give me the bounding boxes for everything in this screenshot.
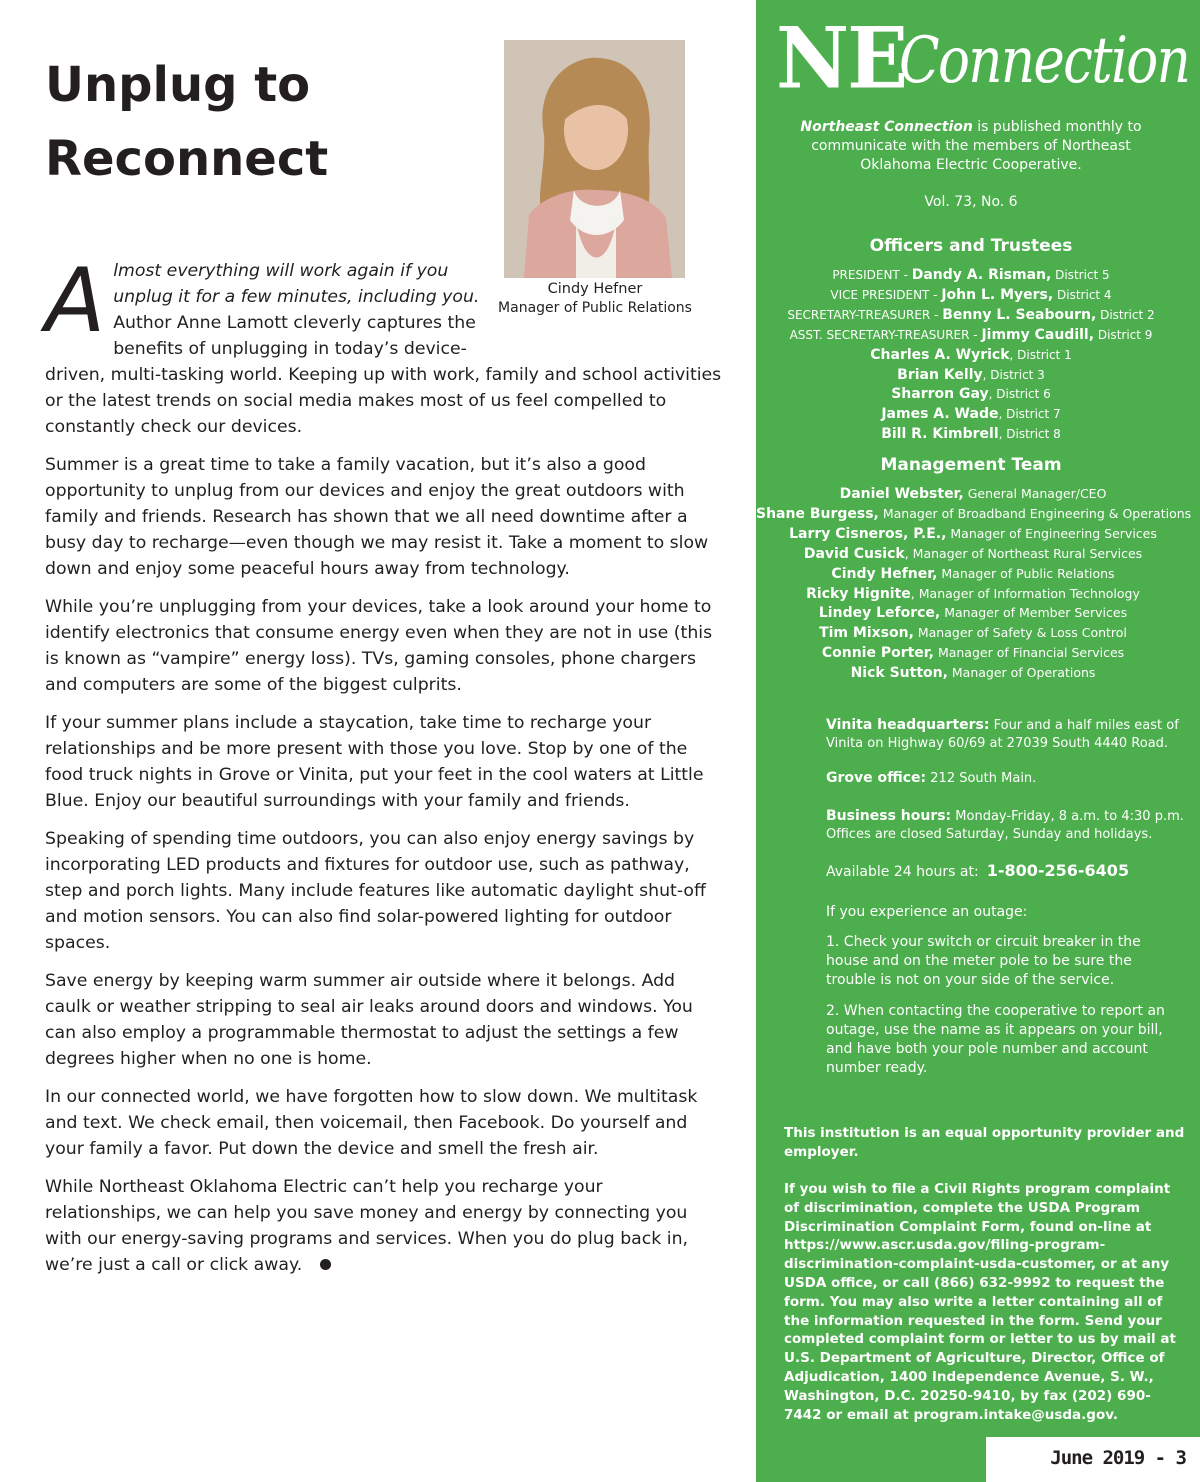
officer-name: Dandy A. Risman, bbox=[911, 267, 1052, 283]
masthead-connection: Connection bbox=[899, 24, 1190, 98]
phone-number[interactable]: 1-800-256-6405 bbox=[986, 861, 1130, 880]
management-list bbox=[756, 484, 1190, 683]
masthead-ne: NE bbox=[776, 8, 907, 108]
outage-step-1: 1. Check your switch or circuit breaker in the house and on the meter pole to be sure the trouble is not on your side of the service. bbox=[826, 934, 1141, 988]
manager-title: Manager of Broadband Engineering & Operations bbox=[878, 505, 1192, 521]
article-title bbox=[45, 48, 328, 196]
trustee-district: , District 8 bbox=[998, 427, 1061, 442]
paragraph-4: Speaking of spending time outdoors, you can also enjoy energy savings by incorporating LED products and fixtures for outdoor use, such as pathway, step and porch lights. Many include features like automatic daylight shut-off and motion sensors. You can also find solar-powered lighting for outdoor spaces. bbox=[45, 829, 706, 953]
outage-intro: If you experience an outage: bbox=[826, 904, 1028, 920]
manager-name: Larry Cisneros, P.E., bbox=[789, 525, 947, 542]
manager-title: , Manager of Northeast Rural Services bbox=[904, 545, 1143, 561]
manager-title: , Manager of Information Technology bbox=[910, 585, 1140, 601]
manager-row bbox=[756, 584, 1190, 604]
title-line-1: Unplug to bbox=[45, 57, 311, 113]
manager-name: Connie Porter, bbox=[821, 645, 934, 662]
photo-spacer bbox=[488, 258, 723, 338]
manager-row bbox=[756, 484, 1190, 504]
page-footer bbox=[986, 1437, 1200, 1482]
trustee-district: , District 7 bbox=[998, 407, 1061, 422]
officer-row bbox=[756, 265, 1186, 285]
headquarters-info bbox=[826, 716, 1196, 753]
publication-note bbox=[786, 118, 1156, 175]
officers-heading: Officers and Trustees bbox=[869, 236, 1073, 256]
paragraph-3: If your summer plans include a staycation, take time to recharge your relationships and be more present with those you love. Stop by one of the food truck nights in Grove or Vinita, put your feet in the cool waters at Little Blue. Enjoy our beautiful surroundings with your family and friends. bbox=[45, 713, 704, 811]
manager-name: David Cusick bbox=[803, 545, 905, 562]
equal-opportunity-statement: This institution is an equal opportunity provider and employer. bbox=[784, 1125, 1185, 1160]
trustee-district: , District 3 bbox=[982, 367, 1045, 382]
manager-title: Manager of Engineering Services bbox=[946, 525, 1157, 541]
hours-closed: Offices are closed Saturday, Sunday and holidays. bbox=[826, 827, 1153, 842]
business-hours-info bbox=[826, 807, 1196, 844]
trustee-district: , District 6 bbox=[988, 387, 1051, 402]
manager-name: Tim Mixson, bbox=[819, 625, 914, 642]
manager-title: Manager of Operations bbox=[947, 665, 1096, 681]
paragraph-1: Summer is a great time to take a family vacation, but it’s also a good opportunity to unplug from our devices and enjoy the great outdoors with family and friends. Research has shown that we all need downtime after a busy day to recharge—even though we may resist it. Take a moment to slow down and enjoy some peaceful hours away from technology. bbox=[45, 455, 709, 579]
officer-district: District 2 bbox=[1096, 307, 1155, 322]
manager-name: Lindey Leforce, bbox=[818, 605, 941, 622]
hours-text: Monday-Friday, 8 a.m. to 4:30 p.m. bbox=[951, 809, 1184, 824]
trustee-name: James A. Wade bbox=[881, 406, 999, 423]
officer-district: District 5 bbox=[1051, 268, 1110, 282]
available-label: Available 24 hours at: bbox=[826, 864, 979, 880]
phone-info bbox=[826, 861, 1196, 882]
manager-title: Manager of Public Relations bbox=[937, 565, 1115, 581]
paragraph-last bbox=[45, 1174, 723, 1278]
hours-label: Business hours: bbox=[826, 808, 952, 824]
management-heading: Management Team bbox=[880, 455, 1062, 475]
officer-role: SECRETARY-TREASURER - bbox=[787, 307, 943, 322]
lead-text: Author Anne Lamott cleverly captures the benefits of unplugging in today’s device-driven, multi-tasking world. Keeping up with work, family and school activities or the latest trends on social media makes most of us feel compelled to constantly check our devices. bbox=[45, 313, 722, 437]
trustee-row bbox=[756, 404, 1186, 424]
manager-name: Cindy Hefner, bbox=[831, 565, 938, 582]
civil-rights-statement: If you wish to file a Civil Rights program complaint of discrimination, complete the USDA Program Discrimination Complaint Form, found on-line at https://www.ascr.usda.gov/filing-program-discrimination-complaint-usda-customer, or at any USDA office, or call (866) 632-9992 to request the form. You may also write a letter containing all of the information requested in the form. Send your completed complaint form or letter to us by mail at U.S. Department of Agriculture, Director, Office of Adjudication, 1400 Independence Avenue, S. W., Washington, D.C. 20250-9410, by fax (202) 690-7442 or email at program.intake@usda.gov. bbox=[784, 1181, 1176, 1423]
trustee-row bbox=[756, 384, 1186, 404]
officer-name: John L. Myers, bbox=[941, 286, 1054, 303]
page-number: June 2019 - 3 bbox=[1050, 1447, 1186, 1469]
paragraph-6: In our connected world, we have forgotten how to slow down. We multitask and text. We check email, then voicemail, then Facebook. Do yourself and your family a favor. Put down the device and smell the fresh air. bbox=[45, 1087, 698, 1159]
officer-role: ASST. SECRETARY-TREASURER - bbox=[789, 327, 982, 342]
masthead-logo bbox=[776, 8, 1190, 108]
trustee-name: Bill R. Kimbrell bbox=[881, 426, 999, 443]
trustee-name: Brian Kelly bbox=[897, 366, 983, 383]
publication-name: Northeast Connection bbox=[800, 119, 973, 135]
officer-role: VICE PRESIDENT - bbox=[830, 287, 942, 302]
manager-title: Manager of Safety & Loss Control bbox=[913, 625, 1127, 641]
paragraph-5: Save energy by keeping warm summer air outside where it belongs. Add caulk or weather stripping to seal air leaks around doors and windows. You can also employ a programmable thermostat to adjust the settings a few degrees higher when no one is home. bbox=[45, 971, 693, 1069]
grove-label: Grove office: bbox=[826, 770, 927, 786]
manager-title: Manager of Member Services bbox=[940, 605, 1128, 621]
article-body bbox=[45, 249, 723, 1290]
manager-title: General Manager/CEO bbox=[963, 486, 1107, 501]
manager-name: Shane Burgess, bbox=[756, 505, 879, 522]
caption-role: Manager of Public Relations bbox=[498, 300, 692, 316]
manager-row bbox=[756, 524, 1190, 544]
trustee-name: Charles A. Wyrick bbox=[870, 346, 1010, 363]
volume-number: Vol. 73, No. 6 bbox=[924, 194, 1018, 210]
trustee-district: , District 1 bbox=[1009, 347, 1072, 362]
publication-text: is published monthly to communicate with the members of Northeast Oklahoma Electric Cooperative. bbox=[811, 119, 1142, 173]
officer-district: District 9 bbox=[1094, 327, 1153, 342]
manager-row bbox=[756, 643, 1190, 663]
manager-name: Nick Sutton, bbox=[850, 665, 948, 682]
manager-row bbox=[756, 504, 1190, 524]
title-line-2: Reconnect bbox=[45, 131, 329, 187]
officers-list bbox=[756, 265, 1186, 444]
grove-text: 212 South Main. bbox=[926, 771, 1037, 786]
manager-row bbox=[756, 623, 1190, 643]
manager-name: Daniel Webster, bbox=[839, 486, 964, 502]
drop-cap: A bbox=[45, 249, 106, 352]
hq-text: Four and a half miles east of Vinita on Highway 60/69 at 27039 South 4440 Road. bbox=[826, 718, 1179, 751]
outage-step-2: 2. When contacting the cooperative to report an outage, use the name as it appears on your bill, and have both your pole number and account number ready. bbox=[826, 1003, 1165, 1076]
lead-quote: lmost everything will work again if you unplug it for a few minutes, including you. bbox=[113, 261, 480, 307]
manager-name: Ricky Hignite bbox=[806, 585, 911, 602]
manager-row bbox=[756, 663, 1190, 683]
portrait-photo bbox=[504, 40, 685, 278]
officer-row bbox=[756, 285, 1186, 305]
officer-name: Benny L. Seabourn, bbox=[942, 306, 1097, 323]
trustee-row bbox=[756, 424, 1186, 444]
sidebar bbox=[756, 0, 1200, 1482]
manager-row bbox=[756, 544, 1190, 564]
portrait-illustration bbox=[504, 40, 685, 278]
trustee-row bbox=[756, 365, 1186, 385]
officer-row bbox=[756, 305, 1186, 325]
manager-title: Manager of Financial Services bbox=[933, 645, 1125, 661]
closing-text: While Northeast Oklahoma Electric can’t help you recharge your relationships, we can help you save money and energy by connecting you with our energy-saving programs and services. When you do plug back in, we’re just a call or click away. bbox=[45, 1177, 689, 1275]
manager-row bbox=[756, 564, 1190, 584]
end-mark-icon bbox=[320, 1259, 331, 1270]
manager-row bbox=[756, 603, 1190, 623]
officer-name: Jimmy Caudill, bbox=[981, 326, 1095, 343]
paragraph-2: While you’re unplugging from your devices, take a look around your home to identify electronics that consume energy even when they are not in use (this is known as “vampire” energy loss). TVs, gaming consoles, phone chargers and computers are some of the biggest culprits. bbox=[45, 597, 713, 695]
grove-office-info bbox=[826, 769, 1196, 788]
trustee-row bbox=[756, 345, 1186, 365]
officer-district: District 4 bbox=[1053, 287, 1112, 302]
hq-label: Vinita headquarters: bbox=[826, 717, 990, 733]
officer-row bbox=[756, 325, 1186, 345]
officer-role: PRESIDENT - bbox=[832, 268, 912, 282]
trustee-name: Sharron Gay bbox=[891, 386, 989, 403]
caption-name: Cindy Hefner bbox=[547, 281, 643, 297]
